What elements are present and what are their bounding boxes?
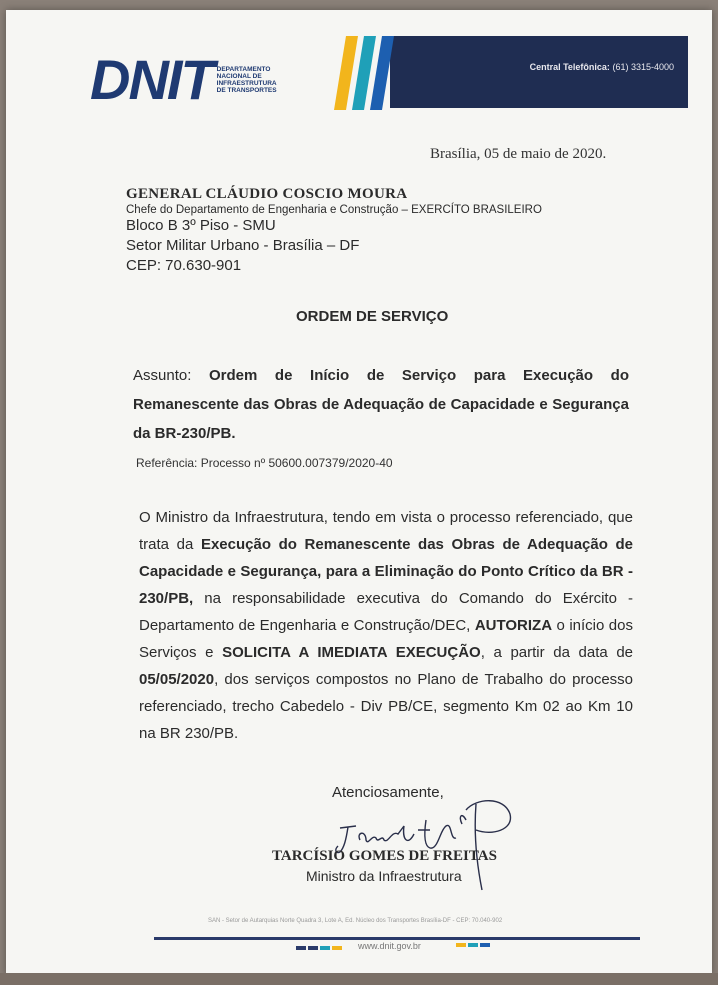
signer-name: TARCÍSIO GOMES DE FREITAS bbox=[272, 848, 497, 864]
body-text: , dos serviços compostos no Plano de Trabalho do processo referenciado, trecho Cabedelo - Div PB/CE, segmento Km 02 ao Km 10 na BR 230/PB. bbox=[139, 671, 633, 742]
logo-stripes-icon bbox=[328, 33, 408, 113]
body-text: o início dos Serviços e bbox=[139, 617, 633, 661]
recipient-name: GENERAL CLÁUDIO COSCIO MOURA bbox=[126, 186, 408, 202]
subject-paragraph bbox=[133, 361, 629, 448]
logo-text: DNIT bbox=[90, 48, 213, 111]
logo-subtitle bbox=[217, 66, 297, 94]
request-execution: SOLICITA A IMEDIATA EXECUÇÃO bbox=[222, 644, 481, 661]
footer-color-blocks bbox=[456, 943, 490, 947]
subject-label: Assunto: bbox=[133, 367, 192, 384]
body-text: O Ministro da Infraestrutura, tendo em vista o processo referenciado, que trata da bbox=[139, 509, 633, 553]
body-bold-text: Execução do Remanescente das Obras de Adequação de Capacidade e Segurança, para a Eliminação do Ponto Crítico da BR - 230/PB, bbox=[139, 536, 634, 607]
footer-color-blocks bbox=[296, 946, 342, 950]
logo-subtitle-line: DE TRANSPORTES bbox=[216, 87, 277, 94]
recipient-role: Chefe do Departamento de Engenharia e Construção – EXERCÍTO BRASILEIRO bbox=[126, 204, 542, 216]
desk-surface bbox=[0, 973, 718, 985]
reference-line: Referência: Processo nº 50600.007379/2020-40 bbox=[136, 456, 393, 470]
body-text: na responsabilidade executiva do Comando do Exército - Departamento de Engenharia e Construção/DEC, bbox=[139, 590, 633, 634]
dnit-logo bbox=[90, 48, 297, 111]
logo-subtitle-line: INFRAESTRUTURA bbox=[216, 80, 277, 87]
body-paragraph bbox=[139, 504, 633, 747]
start-date: 05/05/2020 bbox=[139, 671, 215, 688]
recipient-address-line: Bloco B 3º Piso - SMU bbox=[126, 217, 276, 234]
letter-date: Brasília, 05 de maio de 2020. bbox=[430, 146, 607, 162]
recipient-cep: CEP: 70.630-901 bbox=[126, 257, 242, 274]
body-text: , a partir da data de bbox=[480, 644, 634, 661]
footer-address: SAN - Setor de Autarquias Norte Quadra 3, Lote A, Ed. Núcleo dos Transportes Brasília-DF - CEP: 70.040-902 bbox=[208, 918, 503, 924]
logo-subtitle-line: NACIONAL DE bbox=[216, 73, 262, 80]
recipient-block bbox=[126, 186, 542, 276]
recipient-address-line: Setor Militar Urbano - Brasília – DF bbox=[126, 237, 360, 254]
central-phone bbox=[530, 62, 674, 72]
authorization-word: AUTORIZA bbox=[474, 617, 553, 634]
central-label: Central Telefônica: bbox=[529, 62, 610, 72]
signer-title: Ministro da Infraestrutura bbox=[306, 868, 462, 884]
document-title: ORDEM DE SERVIÇO bbox=[296, 308, 449, 325]
closing: Atenciosamente, bbox=[332, 784, 444, 801]
central-number: (61) 3315-4000 bbox=[612, 62, 674, 72]
header-banner bbox=[390, 36, 688, 108]
document-page bbox=[6, 10, 712, 975]
subject-text: Ordem de Início de Serviço para Execução do Remanescente das Obras de Adequação de Capacidade e Segurança da BR-230/PB. bbox=[133, 367, 629, 442]
footer-website-link[interactable]: www.dnit.gov.br bbox=[358, 941, 421, 951]
logo-subtitle-line: DEPARTAMENTO bbox=[216, 66, 271, 73]
footer-divider bbox=[154, 937, 640, 940]
